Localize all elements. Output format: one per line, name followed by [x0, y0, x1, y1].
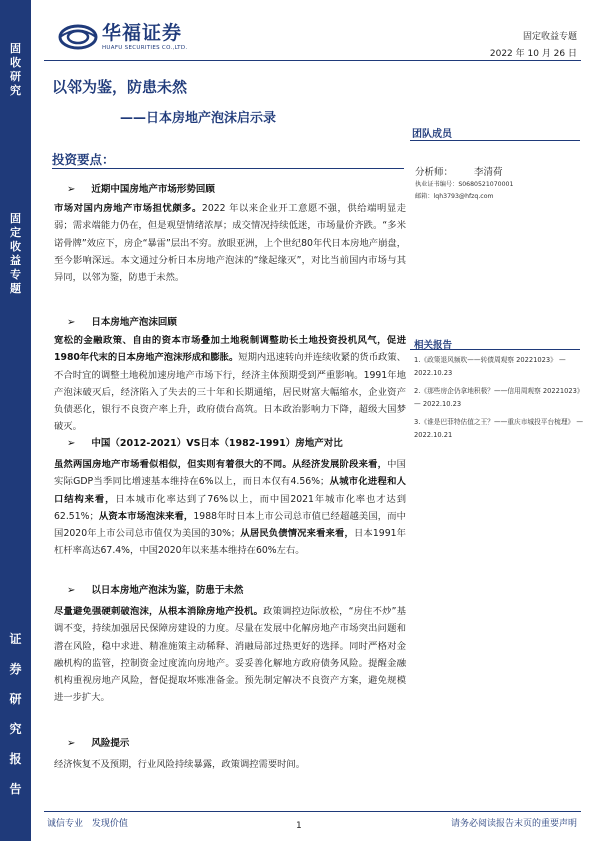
- section-heading: [67, 181, 215, 195]
- section-title: 近期中国房地产市场形势回顾: [91, 184, 215, 195]
- arrow-bullet-icon: ➢: [67, 317, 76, 328]
- related-report-link[interactable]: 2.《那些房企仍拿地积极？——信用周观察 20221023》 — 2022.10.23: [414, 387, 584, 408]
- footer-divider: [44, 811, 581, 812]
- arrow-bullet-icon: ➢: [67, 438, 76, 449]
- logo-text-cn: 华福证券: [102, 22, 183, 44]
- cert-label: 执业证书编号：: [415, 181, 459, 188]
- report-subtitle: ——日本房地产泡沫启示录: [120, 111, 277, 126]
- key-points-heading: 投资要点：: [52, 152, 115, 167]
- paragraph-lead: 从资本市场泡沫来看，: [98, 510, 194, 522]
- sidebar-top-label: 固 收 研 究: [10, 42, 21, 97]
- email-value[interactable]: lqh3793@hfzq.com: [433, 193, 494, 200]
- paragraph-lead: 从城市化进程和人口结构来看，: [54, 476, 406, 505]
- section-title: 中国（2012-2021）VS日本（1982-1991）房地产对比: [91, 438, 343, 449]
- header-divider: [44, 60, 581, 61]
- section-heading: [67, 435, 343, 449]
- paragraph-body: 日本城市化率达到了76%以上，而中国2021年城市化率也才达到62.51%；: [54, 493, 406, 522]
- section-paragraph: [54, 200, 406, 286]
- paragraph-lead: 虽然两国房地产市场看似相似，但实则有着很大的不同。从经济发展阶段来看，: [54, 459, 388, 470]
- arrow-bullet-icon: ➢: [67, 738, 76, 749]
- key-points-divider: [52, 168, 404, 169]
- paragraph-body: 日本1991年杠杆率高达67.4%，中国2020年以来基本维持在60%左右。: [54, 528, 406, 557]
- arrow-bullet-icon: ➢: [67, 585, 76, 596]
- paragraph-body: 中国实际GDP当季同比增速基本维持在6%以上，而日本仅有4.56%；: [54, 459, 406, 488]
- paragraph-lead: 市场对国内房地产市场担忧颇多。: [54, 203, 202, 214]
- section-title: 以日本房地产泡沫为鉴，防患于未然: [91, 585, 244, 596]
- report-title: 以邻为鉴，防患未然: [52, 78, 188, 96]
- sidebar-mid-label: 固 定 收 益 专 题: [10, 212, 21, 295]
- section-paragraph: [54, 756, 406, 773]
- section-paragraph: [54, 603, 406, 707]
- section-paragraph: [54, 456, 406, 560]
- related-report-link[interactable]: 3.《谁是巴菲特估值之王？——重庆市城投平台梳理》 — 2022.10.21: [414, 418, 584, 439]
- section-paragraph: [54, 332, 406, 436]
- footer-slogan: 诚信专业 发现价值: [47, 819, 128, 829]
- email-label: 邮箱：: [415, 193, 434, 200]
- paragraph-lead: 从居民负债情况来看来看，: [240, 528, 354, 540]
- paragraph-body: 2022 年以来企业开工意愿不强，供给端明显走弱；需求端能力仍在，但是观望情绪浓厚；成交情况持续低迷，市场量价齐跌。“多米诺骨牌”效应下，房企“暴雷”层出不穷。放眼亚洲，上个世纪80年代日本房地产崩盘，至今影响深远。本文通过分析日本房地产泡沫的“缘起缘灭”，对比当前国内市场与其异同，以邻为鉴，防患于未然。: [54, 203, 406, 284]
- paragraph-body: 政策调控边际放松，“房住不炒”基调不变，持续加强居民保障房建设的力度。尽量在发展中化解房地产市场突出问题和潜在风险，稳中求进、精准施策主动稀释、消融局部过热更好的选择。同时严格对金融机构的监管，控制资金过度流向房地产。妥妥善化解地方政府债务风险。提醒金融机构重视房地产风险，督促提取坏账准备金。预先制定解决不良资产方案，避免规模进一步扩大。: [54, 606, 406, 704]
- paragraph-body: 经济恢复不及预期，行业风险持续暴露，政策调控需要时间。: [54, 759, 306, 770]
- section-title: 日本房地产泡沫回顾: [91, 317, 177, 328]
- related-report-link[interactable]: 1.《政策退风频吹——转债周观察 20221023》 — 2022.10.23: [414, 356, 566, 377]
- analyst-email: [415, 191, 494, 200]
- paragraph-lead: 宽松的金融政策、自由的资本市场叠加土地税制调整助长土地投资投机风气，促进1980年代末的日本房地产泡沫形成和膨胀。: [54, 335, 406, 364]
- page-number: 1: [296, 821, 302, 831]
- report-category: 固定收益专题: [522, 32, 577, 42]
- section-title: 风险提示: [91, 738, 130, 749]
- section-heading: [67, 735, 129, 749]
- analyst-name: 李清荷: [474, 167, 503, 178]
- section-heading: [67, 582, 243, 596]
- related-reports-divider: [410, 349, 580, 350]
- logo-mark-icon: [58, 22, 98, 52]
- cert-value: S0680521070001: [458, 181, 514, 188]
- report-date: 2022 年 10 月 26 日: [489, 49, 577, 59]
- paragraph-body: 短期内迅速转向并连续收紧的货币政策、不合时宜的调整土地税加速房地产市场下行，经济主体预期受到严重影响。1991年地产泡沫破灭后，经济陷入了失去的三十年和长期通缩，居民财富大幅缩水，企业资产负债恶化，银行不良资产率上升，政府债台高筑。日本政治影响力下降，超级大国梦破灭。: [54, 352, 406, 433]
- section-heading: [67, 314, 177, 328]
- logo-text-en: HUAFU SECURITIES CO.,LTD.: [102, 45, 188, 51]
- analyst-label: 分析师：: [415, 167, 454, 178]
- brand-logo: [58, 22, 187, 52]
- paragraph-lead: 尽量避免强硬刺破泡沫，从根本消除房地产投机。: [54, 606, 264, 617]
- footer-disclaimer: 请务必阅读报告末页的重要声明: [450, 819, 577, 829]
- sidebar-bottom-label: 证 券 研 究 报 告: [9, 632, 22, 796]
- arrow-bullet-icon: ➢: [67, 184, 76, 195]
- team-divider: [410, 140, 580, 141]
- team-heading: 团队成员: [412, 129, 452, 140]
- paragraph-body: 1988年时日本上市公司总市值已经超越美国，而中国2020年上市公司总市值仅为美国的30%；: [54, 510, 406, 540]
- related-reports-heading: 相关报告: [414, 340, 453, 351]
- cert-number: [415, 179, 513, 188]
- sidebar: [0, 0, 31, 841]
